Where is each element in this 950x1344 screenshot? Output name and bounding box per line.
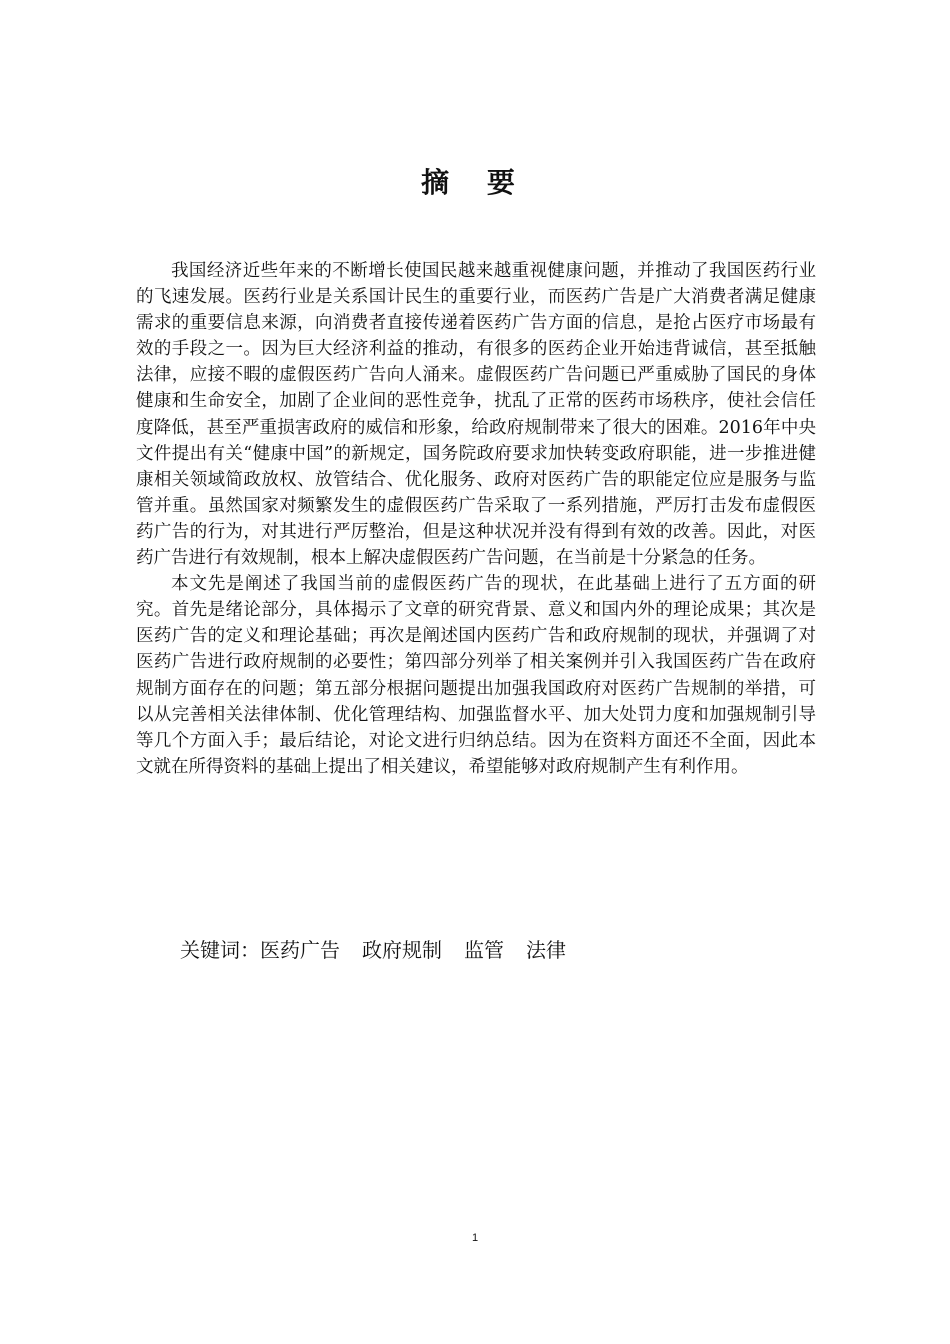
keyword-government-regulation: 政府规制 [362, 938, 442, 962]
keyword-supervision: 监管 [464, 938, 504, 962]
page-number: 1 [471, 1232, 479, 1244]
keyword-medical-advertising: 医药广告 [260, 938, 340, 962]
keywords-line [180, 934, 588, 966]
abstract-body [136, 258, 816, 780]
page-title: 摘 要 [421, 166, 529, 199]
keyword-law: 法律 [526, 938, 566, 962]
abstract-paragraph-1: 我国经济近些年来的不断增长使国民越来越重视健康问题，并推动了我国医药行业的飞速发展。医药行业是关系国计民生的重要行业，而医药广告是广大消费者满足健康需求的重要信息来源，向消费者直接传递着医药广告方面的信息，是抢占医疗市场最有效的手段之一。因为巨大经济利益的推动，有很多的医药企业开始违背诚信，甚至抵触法律，应接不暇的虚假医药广告向人涌来。虚假医药广告问题已严重威胁了国民的身体健康和生命安全，加剧了企业间的恶性竞争，扰乱了正常的医药市场秩序，使社会信任度降低，甚至严重损害政府的威信和形象，给政府规制带来了很大的困难。2016年中央文件提出有关“健康中国”的新规定，国务院政府要求加快转变政府职能，进一步推进健康相关领域简政放权、放管结合、优化服务、政府对医药广告的职能定位应是服务与监管并重。虽然国家对频繁发生的虚假医药广告采取了一系列措施，严厉打击发布虚假医药广告的行为，对其进行严厉整治，但是这种状况并没有得到有效的改善。因此，对医药广告进行有效规制，根本上解决虚假医药广告问题，在当前是十分紧急的任务。 [136, 261, 816, 569]
abstract-paragraph-2: 本文先是阐述了我国当前的虚假医药广告的现状，在此基础上进行了五方面的研究。首先是绪论部分，具体揭示了文章的研究背景、意义和国内外的理论成果；其次是医药广告的定义和理论基础；再次是阐述国内医药广告和政府规制的现状，并强调了对医药广告进行政府规制的必要性；第四部分列举了相关案例并引入我国医药广告在政府规制方面存在的问题；第五部分根据问题提出加强我国政府对医药广告规制的举措，可以从完善相关法律体制、优化管理结构、加强监督水平、加大处罚力度和加强规制引导等几个方面入手；最后结论，对论文进行归纳总结。因为在资料方面还不全面，因此本文就在所得资料的基础上提出了相关建议，希望能够对政府规制产生有利作用。 [136, 574, 816, 777]
keywords-label: 关键词： [180, 938, 260, 962]
